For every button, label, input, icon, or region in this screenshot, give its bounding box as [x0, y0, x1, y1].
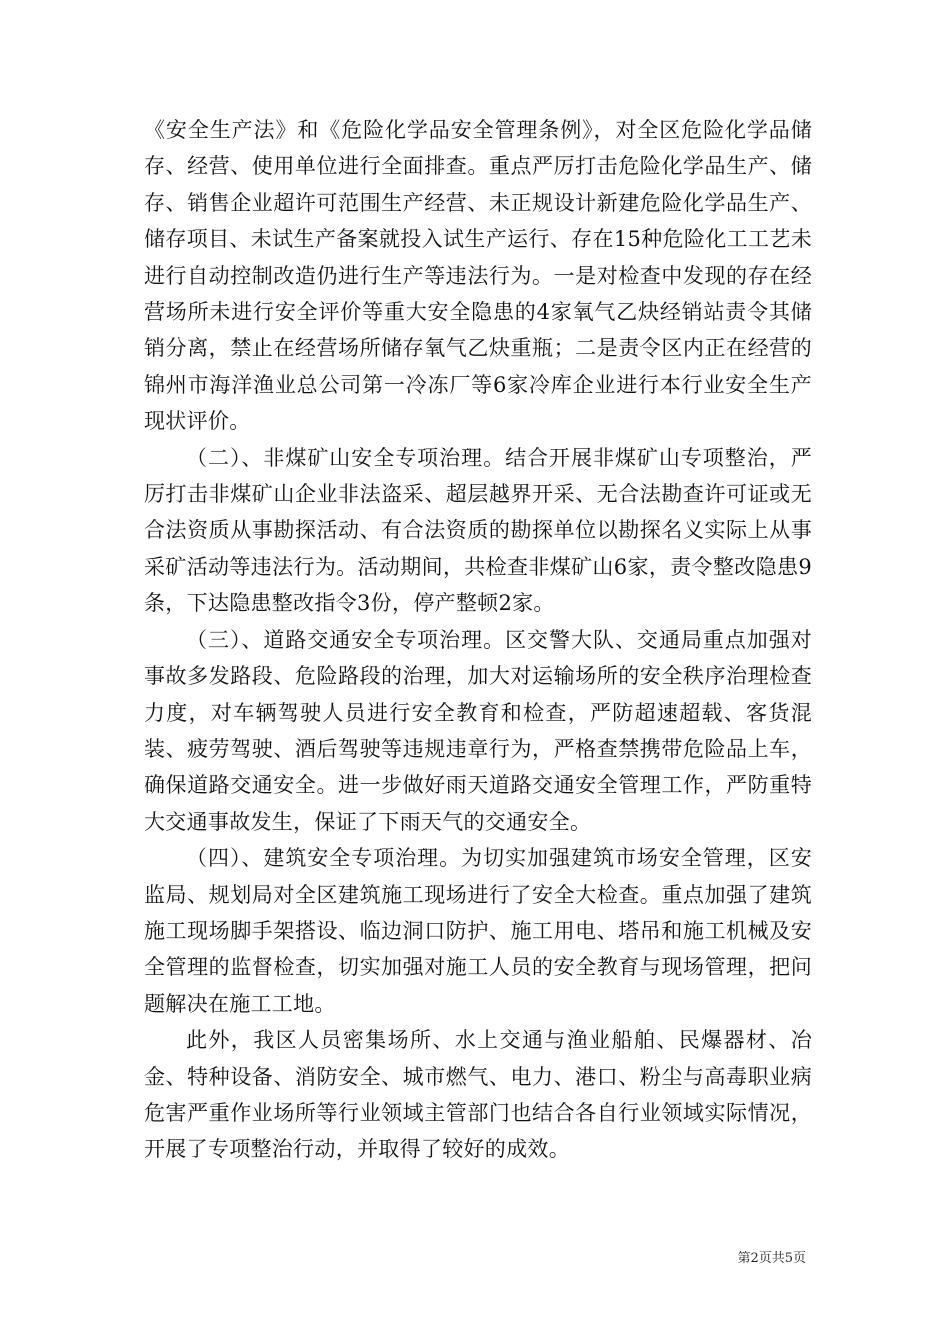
paragraph-construction-safety: （四）、建筑安全专项治理。为切实加强建筑市场安全管理，区安监局、规划局对全区建筑施工现场进行了安全大检查。重点加强了建筑施工现场脚手架搭设、临边洞口防护、施工用电、塔吊和施工机械及安全管理的监督检查，切实加强对施工人员的安全教育与现场管理，把问题解决在施工工地。 [144, 846, 812, 1016]
paragraph-other-sectors: 此外，我区人员密集场所、水上交通与渔业船舶、民爆器材、冶金、特种设备、消防安全、城市燃气、电力、港口、粉尘与高毒职业病危害严重作业场所等行业领域主管部门也结合各自行业领域实际情况，开展了专项整治行动，并取得了较好的成效。 [144, 1028, 812, 1162]
paragraph-non-coal-mines: （二）、非煤矿山安全专项治理。结合开展非煤矿山专项整治，严厉打击非煤矿山企业非法盗采、超层越界开采、无合法勘查许可证或无合法资质从事勘探活动、有合法资质的勘探单位以勘探名义实际上从事采矿活动等违法行为。活动期间，共检查非煤矿山6家，责令整改隐患9条，下达隐患整改指令3份，停产整顿2家。 [144, 445, 812, 616]
paragraph-road-traffic: （三）、道路交通安全专项治理。区交警大队、交通局重点加强对事故多发路段、危险路段的治理，加大对运输场所的安全秩序治理检查力度，对车辆驾驶人员进行安全教育和检查，严防超速超载、客货混装、疲劳驾驶、酒后驾驶等违规违章行为，严格查禁携带危险品上车，确保道路交通安全。进一步做好雨天道路交通安全管理工作，严防重特大交通事故发生，保证了下雨天气的交通安全。 [144, 627, 812, 834]
paragraph-hazardous-chemicals: 《安全生产法》和《危险化学品安全管理条例》，对全区危险化学品储存、经营、使用单位进行全面排查。重点严厉打击危险化学品生产、储存、销售企业超许可范围生产经营、未正规设计新建危险化学品生产、储存项目、未试生产备案就投入试生产运行、存在15种危险化工工艺未进行自动控制改造仍进行生产等违法行为。一是对检查中发现的存在经营场所未进行安全评价等重大安全隐患的4家氧气乙炔经销站责令其储销分离，禁止在经营场所储存氧气乙炔重瓶；二是责令区内正在经营的锦州市海洋渔业总公司第一冷冻厂等6家冷库企业进行本行业安全生产现状评价。 [144, 118, 812, 434]
document-body [144, 112, 812, 1168]
page-number: 第2页共5页 [737, 1251, 806, 1266]
